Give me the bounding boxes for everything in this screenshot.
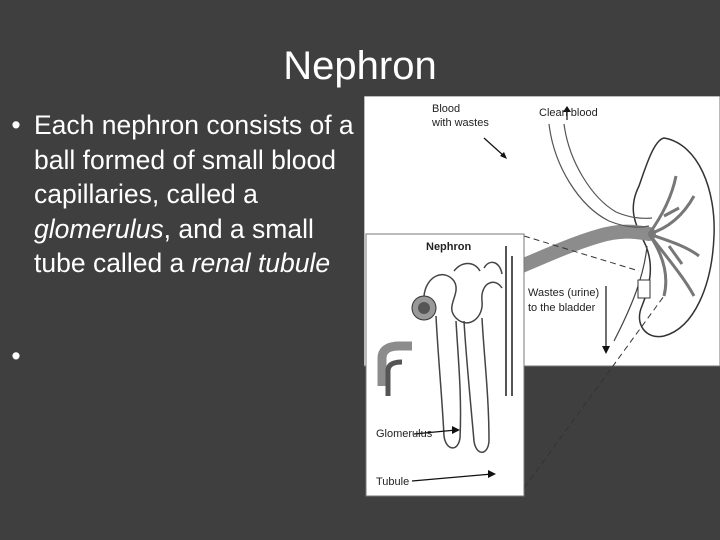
label-blood: Blood	[432, 103, 461, 115]
bullet-marker: •	[11, 110, 21, 140]
slide-title	[0, 44, 720, 89]
nephron-figure	[364, 96, 720, 499]
bullet-marker: •	[11, 340, 21, 371]
bullet-list	[4, 108, 354, 373]
bullet-term-renal-tubule: renal tubule	[191, 248, 331, 278]
label-to-bladder: to the bladder	[528, 302, 596, 314]
label-clean-blood: Clean blood	[539, 107, 598, 119]
bullet-text: Each nephron consists of a ball formed of small blood capillaries, called a	[34, 110, 354, 209]
nephron-diagram	[364, 96, 720, 499]
label-wastes-urine: Wastes (urine)	[528, 287, 600, 299]
label-nephron: Nephron	[426, 241, 472, 253]
bullet-text: , and a small tube called a	[34, 213, 314, 278]
region-marker	[638, 280, 650, 298]
label-glomerulus: Glomerulus	[376, 428, 433, 440]
glomerulus-core	[418, 302, 430, 314]
bullet-term-glomerulus: glomerulus	[34, 213, 164, 244]
bullet-item-empty	[4, 339, 354, 374]
bullet-item	[4, 108, 354, 281]
label-with-wastes: with wastes	[432, 117, 489, 129]
label-tubule: Tubule	[376, 476, 410, 488]
slide-title-text: Nephron	[283, 44, 437, 88]
